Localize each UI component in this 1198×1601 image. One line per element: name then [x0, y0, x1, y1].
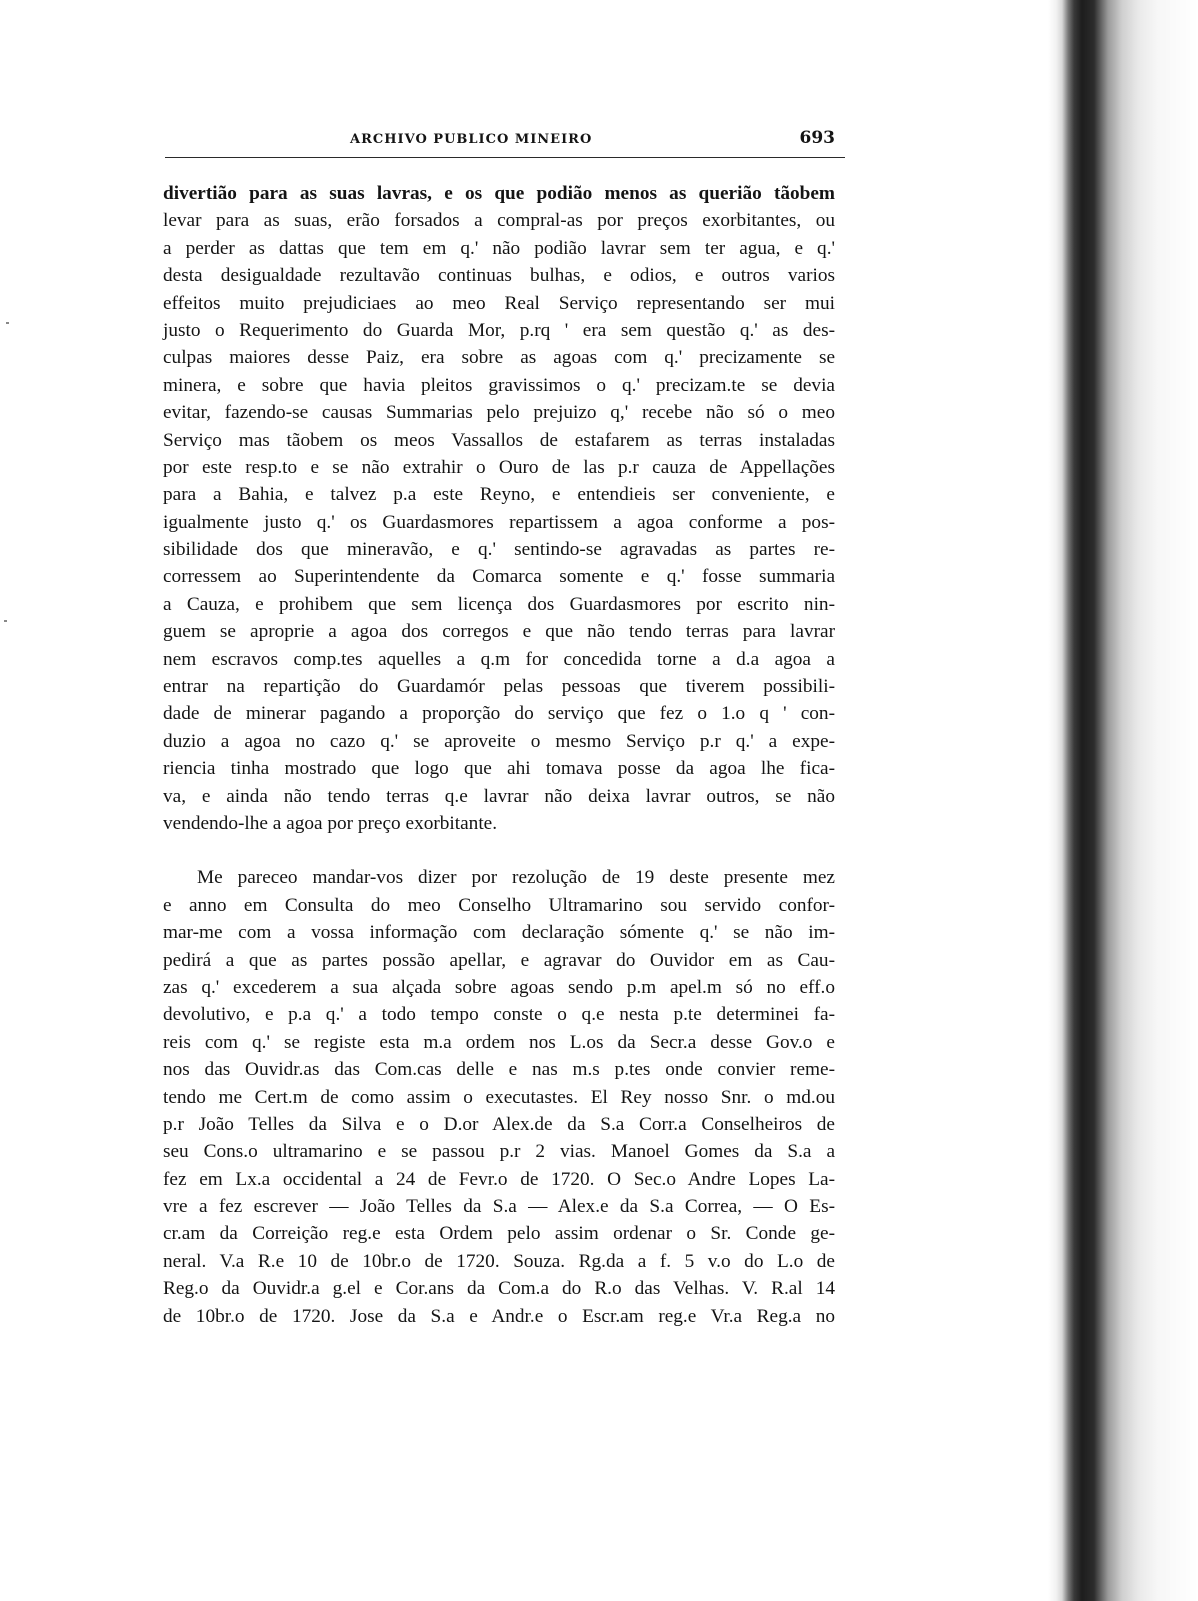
text-line: e anno em Consulta do meo Conselho Ultramarino sou servido confor-: [163, 894, 835, 916]
text-line: dade de minerar pagando a proporção do serviço que fez o 1.o q ' con-: [163, 703, 835, 725]
text-line: nos das Ouvidr.as das Com.cas delle e nas m.s p.tes onde convier reme-: [163, 1059, 835, 1081]
text-line: p.r João Telles da Silva e o D.or Alex.de da S.a Corr.a Conselheiros de: [163, 1113, 835, 1135]
text-line: desta desigualdade rezultavão continuas bulhas, e odios, e outros varios: [163, 265, 835, 287]
text-line: duzio a agoa no cazo q.' se aproveite o mesmo Serviço p.r q.' a expe-: [163, 730, 835, 752]
text-line: sibilidade dos que mineravão, e q.' sentindo-se agravadas as partes re-: [163, 539, 835, 561]
page-header: [165, 128, 845, 158]
text-line: divertião para as suas lavras, e os que podião menos as querião tãobem: [163, 183, 835, 204]
text-line: igualmente justo q.' os Guardasmores repartissem a agoa conforme a pos-: [163, 511, 835, 533]
text-line: guem se aproprie a agoa dos corregos e que não tendo terras para lavrar: [163, 621, 835, 643]
text-line: tendo me Cert.m de como assim o executastes. El Rey nosso Snr. o md.ou: [163, 1086, 835, 1108]
text-line: neral. V.a R.e 10 de 10br.o de 1720. Souza. Rg.da a f. 5 v.o do L.o de: [163, 1250, 835, 1272]
text-line: vre a fez escrever — João Telles da S.a — Alex.e da S.a Correa, — O Es-: [163, 1196, 835, 1218]
text-line: devolutivo, e p.a q.' a todo tempo conste o q.e nesta p.te determinei fa-: [163, 1004, 835, 1026]
text-line: riencia tinha mostrado que logo que ahi tomava posse da agoa lhe fica-: [163, 758, 835, 780]
text-line: cr.am da Correição reg.e esta Ordem pelo assim ordenar o Sr. Conde ge-: [163, 1223, 835, 1245]
text-line: nem escravos comp.tes aquelles a q.m for concedida torne a d.a agoa a: [163, 648, 835, 670]
text-line: culpas maiores desse Paiz, era sobre as agoas com q.' precizamente se: [163, 347, 835, 369]
text-line: effeitos muito prejudiciaes ao meo Real Serviço representando ser mui: [163, 292, 835, 314]
text-line: para a Bahia, e talvez p.a este Reyno, e entendieis ser conveniente, e: [163, 484, 835, 506]
paragraph-2: [163, 864, 835, 1330]
text-line: zas q.' excederem a sua alçada sobre agoas sendo p.m apel.m só no eff.o: [163, 976, 835, 998]
header-rule: [165, 157, 845, 158]
text-line: va, e ainda não tendo terras q.e lavrar não deixa lavrar outros, se não: [163, 785, 835, 807]
text-line: justo o Requerimento do Guarda Mor, p.rq ' era sem questão q.' as des-: [163, 319, 835, 341]
text-line: minera, e sobre que havia pleitos gravissimos o q.' precizam.te se devia: [163, 374, 835, 396]
text-line: fez em Lx.a occidental a 24 de Fevr.o de 1720. O Sec.o Andre Lopes La-: [163, 1168, 835, 1190]
text-line: mar-me com a vossa informação com declaração sómente q.' se não im-: [163, 922, 835, 944]
text-line: seu Cons.o ultramarino e se passou p.r 2 vias. Manoel Gomes da S.a a: [163, 1141, 835, 1163]
scan-speck: [6, 322, 9, 324]
body-text: [163, 180, 835, 1330]
text-line: Reg.o da Ouvidr.a g.el e Cor.ans da Com.a do R.o das Velhas. V. R.al 14: [163, 1278, 835, 1300]
running-title: ARCHIVO PUBLICO MINEIRO: [350, 132, 593, 147]
text-line: pedirá a que as partes possão apellar, e agravar do Ouvidor em as Cau-: [163, 949, 835, 971]
text-line: Serviço mas tãobem os meos Vassallos de estafarem as terras instaladas: [163, 429, 835, 451]
text-line: a Cauza, e prohibem que sem licença dos Guardasmores por escrito nin-: [163, 593, 835, 615]
page-number: 693: [799, 128, 835, 148]
scan-speck: [4, 620, 7, 622]
text-line: levar para as suas, erão forsados a compral‑as por preços exorbitantes, ou: [163, 210, 835, 232]
text-line: Me pareceo mandar-vos dizer por rezolução de 19 deste presente mez: [197, 867, 835, 889]
text-line: de 10br.o de 1720. Jose da S.a e Andr.e o Escr.am reg.e Vr.a Reg.a no: [163, 1305, 835, 1327]
text-line: vendendo-lhe a agoa por preço exorbitante.: [163, 812, 498, 834]
text-line: entrar na repartição do Guardamór pelas pessoas que tiverem possibili-: [163, 676, 835, 698]
text-line: corressem ao Superintendente da Comarca somente e q.' fosse summaria: [163, 566, 835, 588]
text-line: reis com q.' se registe esta m.a ordem nos L.os da Secr.a desse Gov.o e: [163, 1031, 835, 1053]
paragraph-1: [163, 180, 835, 837]
text-line: evitar, fazendo-se causas Summarias pelo prejuizo q,' recebe não só o meo: [163, 402, 835, 424]
scanner-edge-shadow: [1048, 0, 1198, 1601]
text-line: a perder as dattas que tem em q.' não podião lavrar sem ter agua, e q.': [163, 237, 835, 259]
text-line: por este resp.to e se não extrahir o Ouro de las p.r cauza de Appellações: [163, 456, 835, 478]
